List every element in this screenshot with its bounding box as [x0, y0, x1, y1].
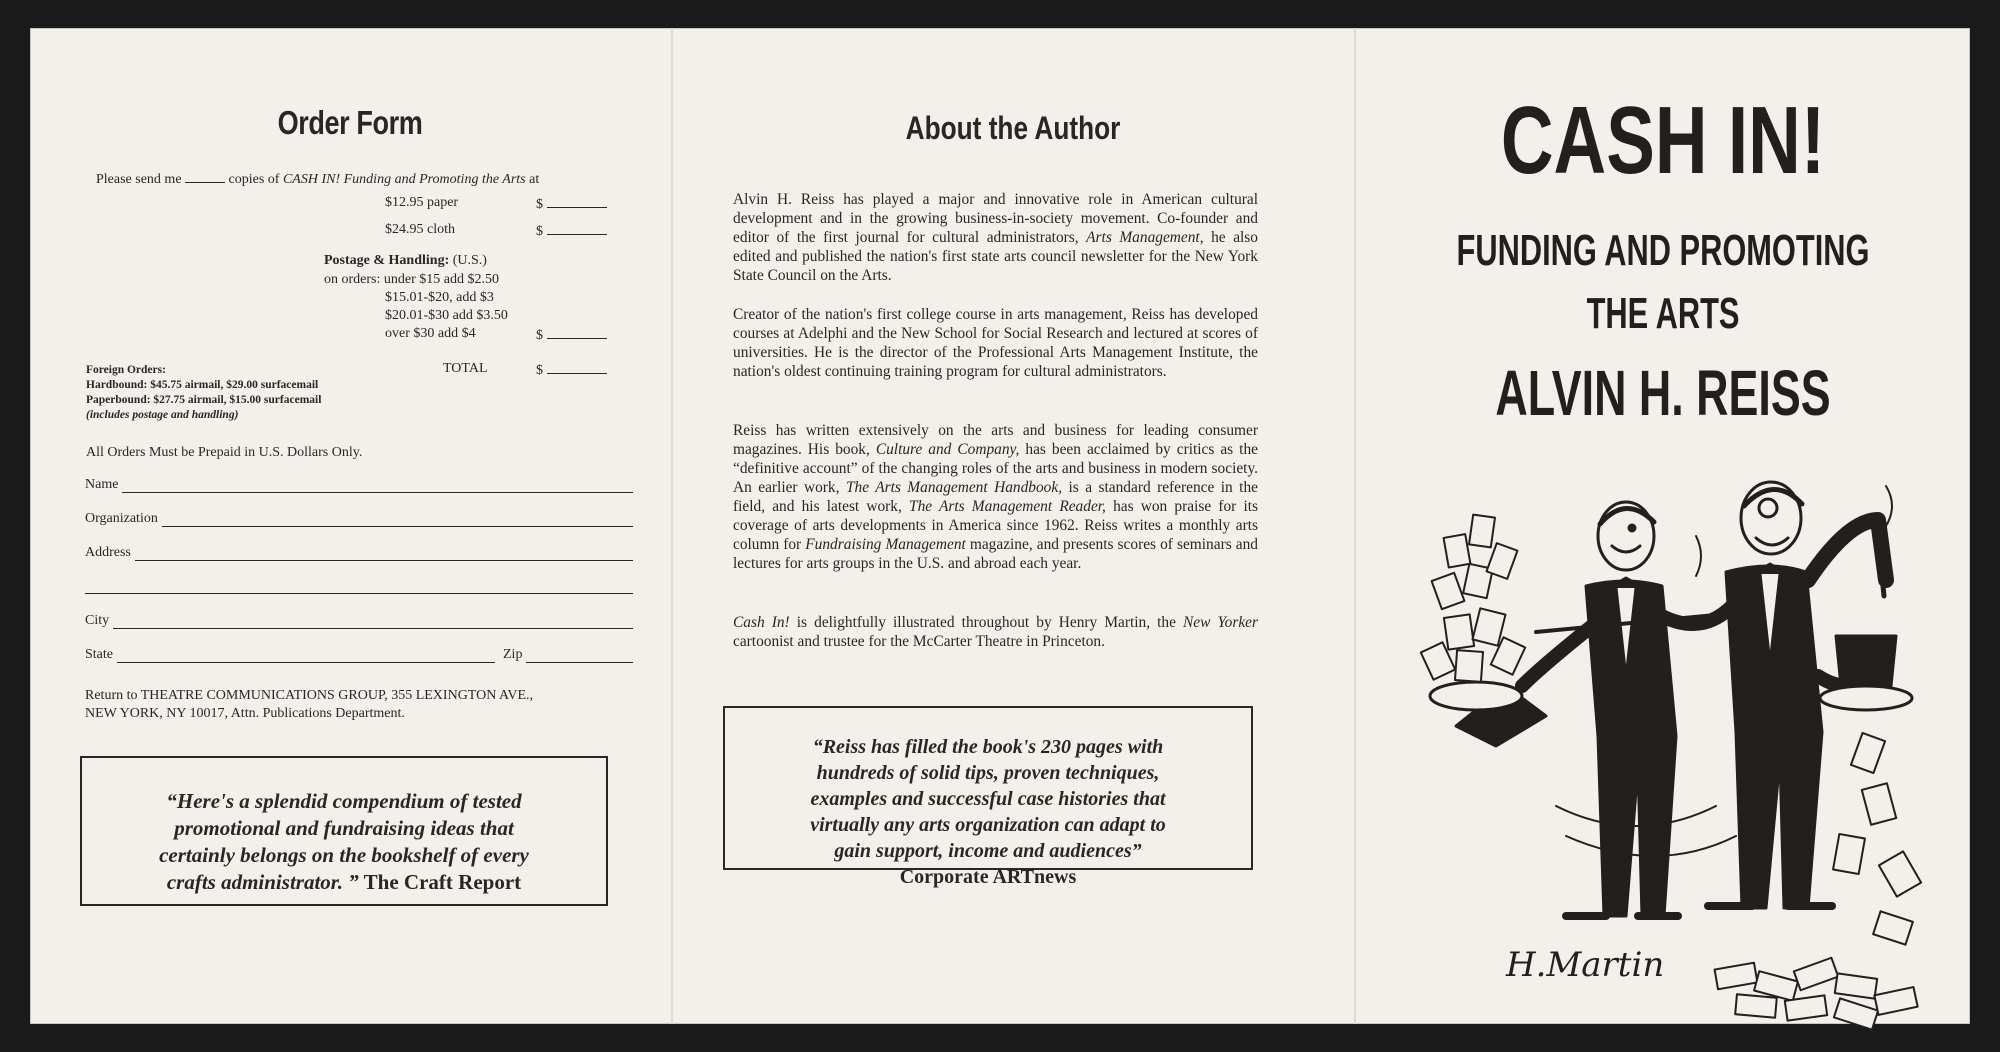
- paper-amount-field[interactable]: [547, 195, 607, 208]
- send-suffix: copies of: [228, 172, 280, 187]
- name-field[interactable]: [122, 478, 633, 493]
- cover-panel: [1356, 28, 1970, 1024]
- text-run: Arts Management: [1086, 229, 1200, 246]
- text-run: Cash In!: [733, 614, 790, 631]
- foreign-heading: Foreign Orders:: [86, 364, 166, 376]
- quote-line: examples and successful case histories that: [810, 788, 1166, 810]
- total-label: TOTAL: [443, 361, 488, 376]
- text-run: Fundraising Management: [805, 536, 966, 553]
- postage-line-3: $20.01-$30 add $3.50: [385, 308, 508, 323]
- text-run: cartoonist and trustee for the McCarter Theatre in Princeton.: [733, 633, 1105, 650]
- organization-field[interactable]: [162, 512, 633, 527]
- cover-subtitle-1: FUNDING AND PROMOTING: [1456, 226, 1870, 275]
- copies-field[interactable]: [185, 170, 225, 183]
- postage-amount: [536, 326, 607, 344]
- text-run: Reiss has written extensively on the arts and business for leading consumer magazines. His book,: [733, 422, 1258, 458]
- quote-line: gain support, income and audiences”: [834, 840, 1142, 862]
- address-label: Address: [85, 545, 131, 560]
- foreign-hardbound: Hardbound: $45.75 airmail, $29.00 surfacemail: [86, 379, 319, 391]
- return-line-2: NEW YORK, NY 10017, Attn. Publications Department.: [85, 706, 405, 721]
- dollar-sign: $: [536, 224, 543, 239]
- return-line-1: Return to THEATRE COMMUNICATIONS GROUP, 355 LEXINGTON AVE.,: [85, 688, 534, 703]
- about-paragraph-3: [733, 421, 1258, 573]
- postage-heading: [324, 253, 487, 269]
- send-copies-line: [96, 170, 539, 188]
- name-label: Name: [85, 477, 119, 492]
- postage-amount-field[interactable]: [547, 326, 607, 339]
- quote-line: virtually any arts organization can adapt to: [810, 814, 1166, 836]
- address-field-2[interactable]: [85, 579, 633, 594]
- text-run: , he also edited and published the nation's first state arts council newsletter for the New York State Council on the Arts.: [733, 229, 1258, 284]
- dollar-sign: $: [536, 197, 543, 212]
- quote-line: “Here's a splendid compendium of tested: [166, 789, 522, 813]
- dollar-sign: $: [536, 328, 543, 343]
- price-paper-amount: [536, 195, 607, 213]
- foreign-note: (includes postage and handling): [86, 409, 239, 421]
- text-run: The Arts Management Reader,: [909, 498, 1106, 515]
- about-author-panel: [673, 28, 1353, 1024]
- price-paper: $12.95 paper: [385, 195, 459, 210]
- city-row: [85, 613, 633, 629]
- text-run: The Arts Management Handbook,: [845, 479, 1063, 496]
- quote-line: hundreds of solid tips, proven techniques,: [816, 762, 1160, 784]
- city-field[interactable]: [113, 614, 633, 629]
- price-cloth-amount: [536, 222, 607, 240]
- postage-line-2: $15.01-$20, add $3: [385, 290, 494, 305]
- about-paragraph-2: Creator of the nation's first college course in arts management, Reiss has developed courses at Adelphi and the New School for Social Research and lectured at scores of universities. He is the director of the Professional Arts Management Institute, the nation's oldest continuing training program for cultural administrators.: [733, 306, 1258, 380]
- postage-heading-label: Postage & Handling:: [324, 253, 450, 268]
- address-field[interactable]: [135, 546, 633, 561]
- send-prefix: Please send me: [96, 172, 182, 187]
- quote-line: promotional and fundraising ideas that: [174, 816, 514, 840]
- text-run: Culture and Company,: [875, 441, 1020, 458]
- postage-line-4: over $30 add $4: [385, 326, 476, 341]
- state-zip-row: [85, 647, 633, 663]
- prepaid-note: All Orders Must be Prepaid in U.S. Dollars Only.: [86, 445, 363, 460]
- about-paragraph-4: [733, 613, 1258, 651]
- foreign-paperbound: Paperbound: $27.75 airmail, $15.00 surfacemail: [86, 394, 322, 406]
- about-paragraph-1: [733, 190, 1258, 285]
- organization-label: Organization: [85, 511, 158, 526]
- postage-line-1: on orders: under $15 add $2.50: [324, 272, 499, 287]
- about-title: About the Author: [905, 110, 1121, 146]
- craft-report-quote-box: [80, 756, 608, 906]
- text-run: magazine, and presents scores of seminars and lectures for arts groups in the U.S. and abroad each year.: [733, 536, 1258, 572]
- cover-title: CASH IN!: [1500, 87, 1826, 194]
- quote-line: crafts administrator. ”: [166, 870, 359, 894]
- book-title: CASH IN! Funding and Promoting the Arts: [282, 172, 526, 187]
- text-run: Alvin H. Reiss has played a major and innovative role in American cultural development and in the growing business-in-society movement. Co-founder and editor of the first journal for cultural administrators,: [733, 191, 1258, 246]
- text-run: has won praise for its coverage of arts developments in America since 1962. Reiss writes a monthly arts column for: [733, 498, 1258, 553]
- price-cloth: $24.95 cloth: [385, 222, 455, 237]
- cover-author: ALVIN H. REISS: [1495, 357, 1831, 429]
- brochure-sheet: [30, 28, 1970, 1024]
- corporate-artnews-quote-box: [723, 706, 1253, 888]
- state-field[interactable]: [117, 648, 495, 663]
- address-row-2: [85, 579, 633, 594]
- total-amount: [536, 361, 607, 379]
- zip-label: Zip: [503, 647, 523, 662]
- state-label: State: [85, 647, 113, 662]
- zip-field[interactable]: [526, 648, 633, 663]
- quote-source: Corporate ARTnews: [899, 866, 1077, 888]
- cloth-amount-field[interactable]: [547, 222, 607, 235]
- quote-text: [82, 788, 606, 896]
- order-form-title: Order Form: [277, 104, 423, 141]
- cover-subtitle-2: THE ARTS: [1586, 289, 1740, 338]
- send-at: at: [529, 172, 540, 187]
- address-row: [85, 545, 633, 561]
- city-label: City: [85, 613, 110, 628]
- quote-text: [725, 734, 1251, 890]
- total-amount-field[interactable]: [547, 361, 607, 374]
- order-form-panel: [30, 28, 670, 1024]
- quote-line: certainly belongs on the bookshelf of every: [159, 843, 529, 867]
- text-run: is delightfully illustrated throughout by Henry Martin, the: [789, 614, 1184, 631]
- dollar-sign: $: [536, 363, 543, 378]
- text-run: has been acclaimed by critics as the “definitive account” of the changing roles of the arts and business in modern society. An earlier work,: [733, 441, 1258, 496]
- text-run: New Yorker: [1183, 614, 1258, 631]
- organization-row: [85, 511, 633, 527]
- quote-source: The Craft Report: [363, 870, 522, 894]
- magicians-illustration: [1416, 476, 1936, 1036]
- postage-us: (U.S.): [452, 253, 487, 268]
- artist-signature: H.Martin: [1506, 945, 1665, 985]
- text-run: is a standard reference in the field, and his latest work,: [733, 479, 1258, 515]
- quote-line: “Reiss has filled the book's 230 pages with: [812, 736, 1164, 758]
- name-row: [85, 477, 633, 493]
